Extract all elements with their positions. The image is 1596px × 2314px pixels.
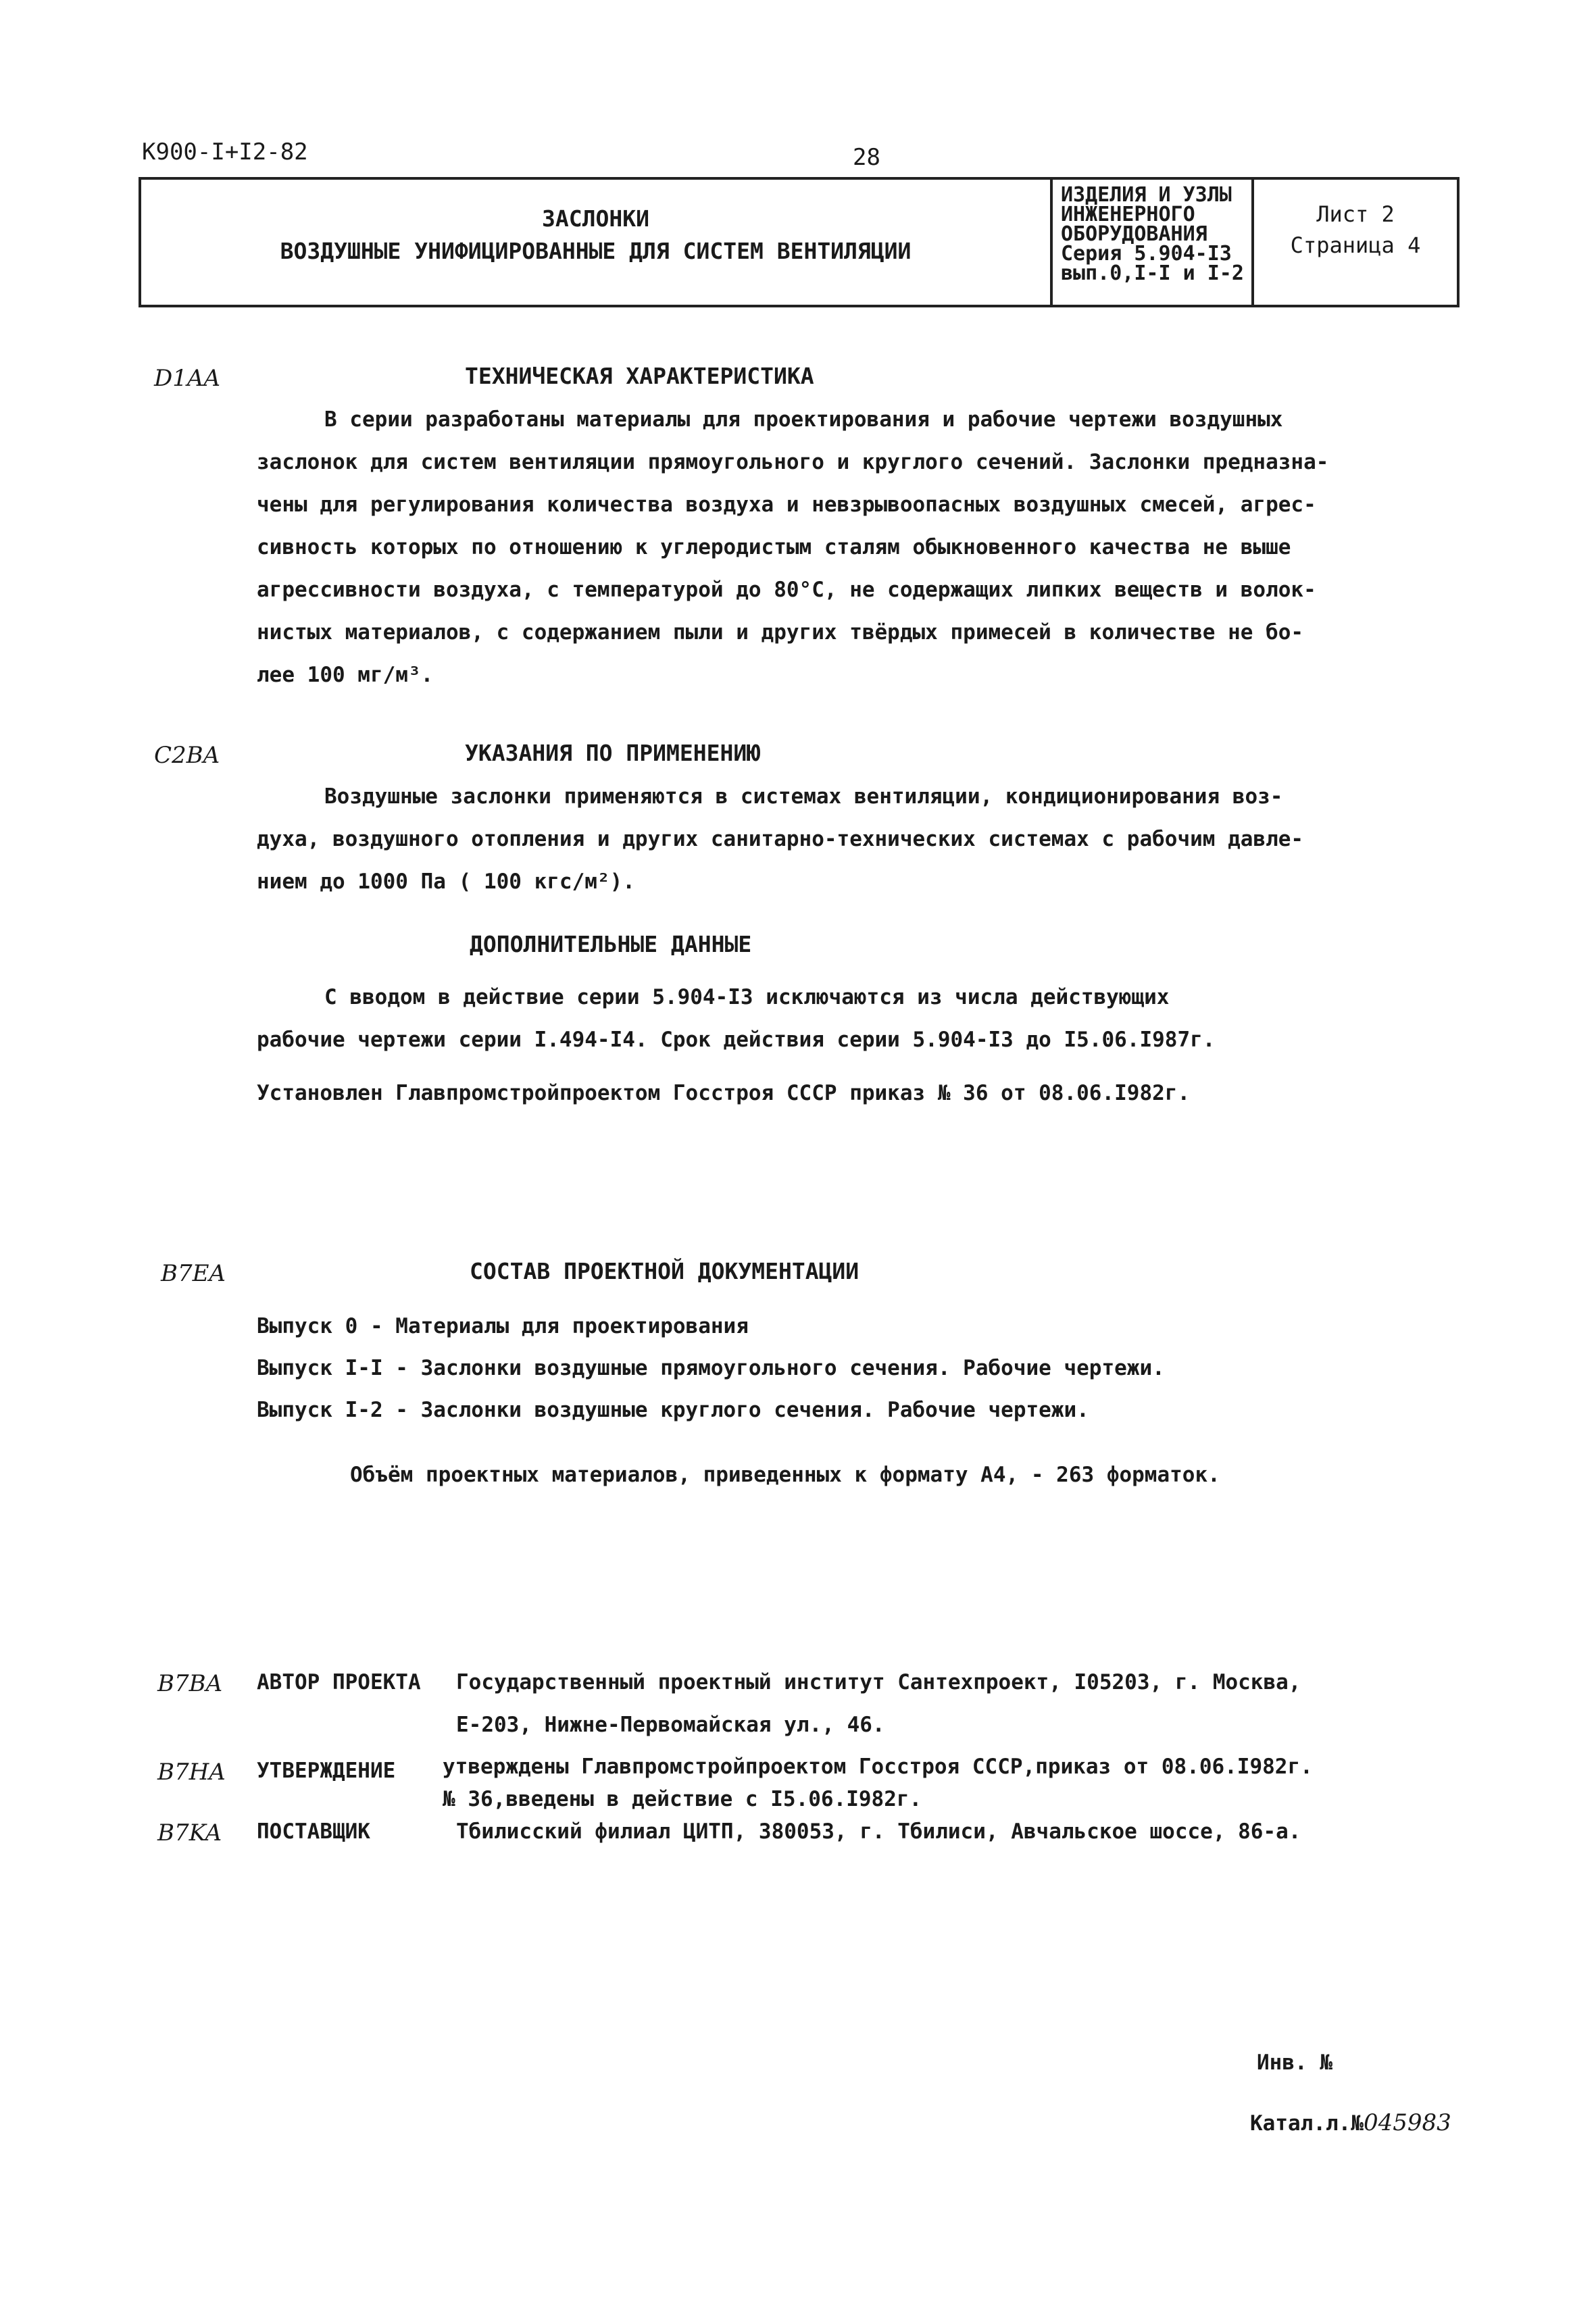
usage-line: духа, воздушного отопления и других санитарно-технических системах с рабочим давле- <box>257 827 1304 851</box>
tech-line: В серии разработаны материалы для проектирования и рабочие чертежи воздушных <box>324 407 1283 432</box>
title-block-title-cell <box>141 180 1053 305</box>
tech-paragraph <box>257 399 1328 697</box>
usage-line: Воздушные заслонки применяются в системах вентиляции, кондиционирования воз- <box>324 784 1283 809</box>
docs-item: Выпуск I-2 - Заслонки воздушные круглого сечения. Рабочие чертежи. <box>257 1398 1089 1422</box>
category-line: ИЗДЕЛИЯ И УЗЛЫ <box>1061 183 1232 207</box>
tech-line: нистых материалов, с содержанием пыли и других твёрдых примесей в количестве не бо- <box>257 620 1304 645</box>
usage-heading: УКАЗАНИЯ ПО ПРИМЕНЕНИЮ <box>465 740 761 766</box>
tech-line: агрессивности воздуха, с температурой до 80°С, не содержащих липких веществ и волок- <box>257 578 1316 602</box>
tech-line: лее 100 мг/м³. <box>257 663 434 687</box>
credit-code-approval: B7HA <box>157 1759 226 1786</box>
extra-heading: ДОПОЛНИТЕЛЬНЫЕ ДАННЫЕ <box>470 931 752 957</box>
section-code-docs: B7EA <box>161 1260 226 1287</box>
credit-line-approval: утверждены Главпромстройпроектом Госстроя СССР,приказ от 08.06.I982г. <box>443 1755 1313 1779</box>
tech-line: сивность которых по отношению к углеродистым сталям обыкновенного качества не выше <box>257 535 1291 559</box>
category-line: вып.0,I-I и I-2 <box>1061 261 1244 285</box>
credit-code-supplier: B7KA <box>157 1819 222 1846</box>
page-label: Страница 4 <box>1290 232 1421 258</box>
docs-item: Выпуск 0 - Материалы для проектирования <box>257 1314 749 1338</box>
catalog-number: 045983 <box>1363 2109 1451 2136</box>
title-line-1: ЗАСЛОНКИ <box>542 205 649 232</box>
catalog-sheet <box>1250 2109 1451 2136</box>
usage-paragraph <box>257 776 1303 903</box>
page-number: 28 <box>853 144 880 171</box>
tech-heading: ТЕХНИЧЕСКАЯ ХАРАКТЕРИСТИКА <box>465 363 814 389</box>
credit-line-approval: № 36,введены в действие с I5.06.I982г. <box>443 1787 922 1811</box>
title-line-2: ВОЗДУШНЫЕ УНИФИЦИРОВАННЫЕ ДЛЯ СИСТЕМ ВЕНТИЛЯЦИИ <box>280 238 912 264</box>
extra-line: С вводом в действие серии 5.904-I3 исключаются из числа действующих <box>324 985 1170 1009</box>
credit-label-author: АВТОР ПРОЕКТА <box>257 1670 421 1694</box>
section-code-usage: C2BA <box>154 742 220 769</box>
extra-line: рабочие чертежи серии I.494-I4. Срок действия серии 5.904-I3 до I5.06.I987г. <box>257 1028 1216 1052</box>
inventory-label: Инв. № <box>1257 2051 1332 2075</box>
established-line: Установлен Главпромстройпроектом Госстроя СССР приказ № 36 от 08.06.I982г. <box>257 1081 1191 1105</box>
extra-paragraph <box>257 976 1215 1061</box>
category-line: ИНЖЕНЕРНОГО <box>1061 203 1195 226</box>
credit-line-author: Е-203, Нижне-Первомайская ул., 46. <box>456 1713 885 1737</box>
title-block-sheet-cell <box>1254 180 1457 305</box>
credit-line-author: Государственный проектный институт Сантехпроект, I05203, г. Москва, <box>456 1670 1301 1694</box>
usage-line: нием до 1000 Па ( 100 кгс/м²). <box>257 870 635 894</box>
category-line: ОБОРУДОВАНИЯ <box>1061 222 1207 246</box>
document-code: К900-I+I2-82 <box>142 139 308 166</box>
tech-line: заслонок для систем вентиляции прямоугольного и круглого сечений. Заслонки предназна- <box>257 450 1329 474</box>
catalog-label: Катал.л.№ <box>1250 2111 1364 2136</box>
credit-code-author: B7BA <box>157 1670 223 1697</box>
tech-line: чены для регулирования количества воздуха и невзрывоопасных воздушных смесей, агрес- <box>257 493 1316 517</box>
docs-volume: Объём проектных материалов, приведенных к формату А4, - 263 форматок. <box>350 1463 1220 1487</box>
credit-label-approval: УТВЕРЖДЕНИЕ <box>257 1759 396 1783</box>
docs-item: Выпуск I-I - Заслонки воздушные прямоугольного сечения. Рабочие чертежи. <box>257 1356 1165 1380</box>
category-line: Серия 5.904-I3 <box>1061 242 1232 266</box>
credit-label-supplier: ПОСТАВЩИК <box>257 1819 370 1844</box>
sheet-label: Лист 2 <box>1316 201 1395 227</box>
credit-line-supplier: Тбилисский филиал ЦИТП, 380053, г. Тбилиси, Авчальское шоссе, 86-а. <box>456 1819 1301 1844</box>
title-block <box>139 177 1460 307</box>
docs-heading: СОСТАВ ПРОЕКТНОЙ ДОКУМЕНТАЦИИ <box>470 1258 859 1284</box>
title-block-category-cell <box>1050 180 1254 305</box>
section-code-tech: D1AA <box>154 365 220 392</box>
